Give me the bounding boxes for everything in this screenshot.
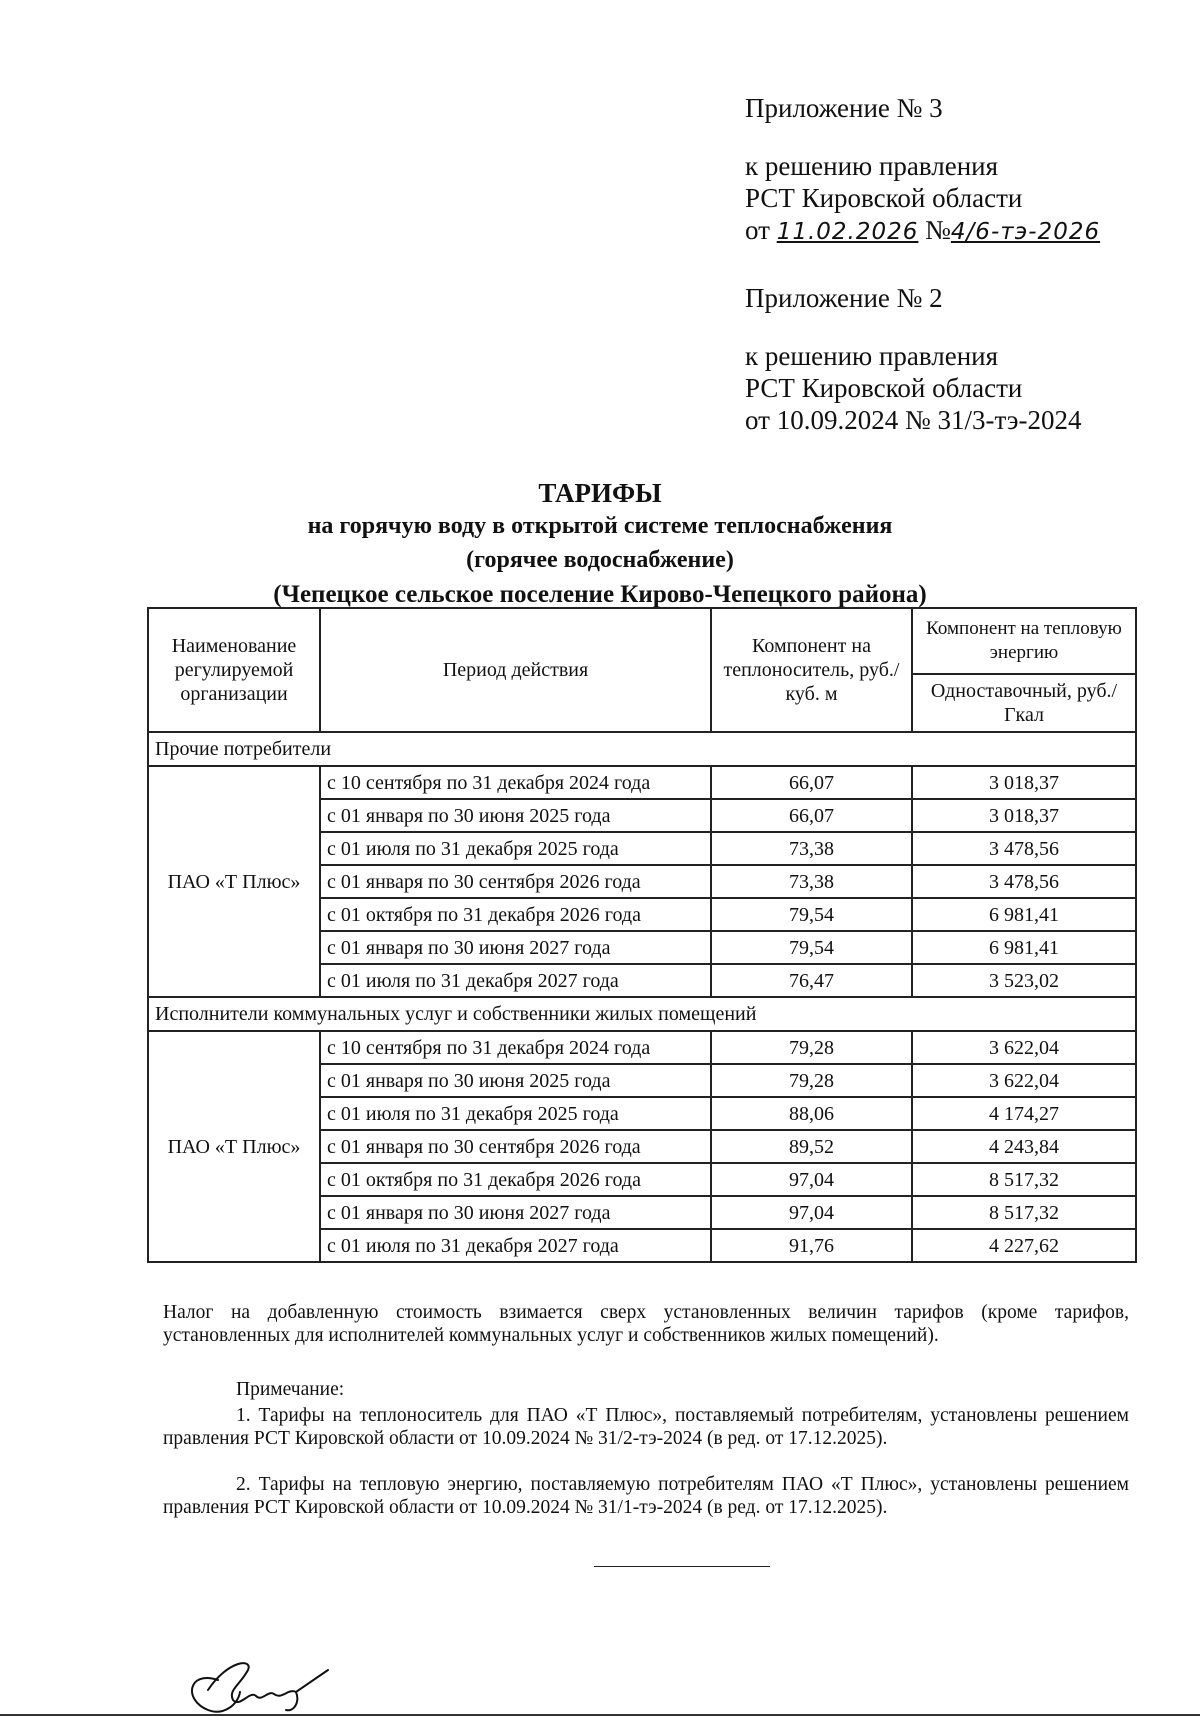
appendix-3-decision-line [745,214,1100,248]
period-cell: с 01 октября по 31 декабря 2026 года [320,1163,711,1196]
appendix-3-title: Приложение № 3 [745,93,943,123]
carrier-cell: 89,52 [711,1130,912,1163]
carrier-cell: 66,07 [711,799,912,832]
signature [178,1630,338,1715]
organization-cell: ПАО «Т Плюс» [148,1031,320,1262]
period-cell: с 01 января по 30 июня 2025 года [320,1064,711,1097]
carrier-cell: 73,38 [711,865,912,898]
carrier-cell: 79,54 [711,898,912,931]
period-cell: с 01 января по 30 июня 2025 года [320,799,711,832]
appendix-3-line1: к решению правления [745,151,999,181]
bottom-border [0,1714,1200,1716]
period-cell: с 10 сентября по 31 декабря 2024 года [320,766,711,799]
document-subtitle-3: (Чепецкое сельское поселение Кирово-Чепецкого района) [273,581,927,608]
header-energy-component: Компонент на тепловую энергию [912,608,1136,674]
section-row [148,732,1136,766]
appendix-3-number: 4/6-тэ-2026 [950,219,1101,245]
tariff-table [147,607,1137,1263]
energy-cell: 4 243,84 [912,1130,1136,1163]
note-1: 1. Тарифы на теплоноситель для ПАО «Т Плюс», поставляемый потребителям, установлены решением правления РСТ Кировской области от 10.09.2024 № 31/2-тэ-2024 (в ред. от 17.12.2025). [163,1405,1129,1449]
table-row [148,1031,1136,1064]
energy-cell: 3 523,02 [912,964,1136,997]
appendix-2-block [745,282,1082,436]
header-organization: Наименование регулируемой организации [148,608,320,732]
separator-line [594,1566,770,1567]
appendix-2-title: Приложение № 2 [745,283,943,313]
energy-cell: 3 018,37 [912,766,1136,799]
organization-cell: ПАО «Т Плюс» [148,766,320,997]
period-cell: с 01 января по 30 июня 2027 года [320,931,711,964]
carrier-cell: 97,04 [711,1163,912,1196]
energy-cell: 4 227,62 [912,1229,1136,1262]
energy-cell: 3 018,37 [912,799,1136,832]
carrier-cell: 76,47 [711,964,912,997]
period-cell: с 10 сентября по 31 декабря 2024 года [320,1031,711,1064]
period-cell: с 01 января по 30 июня 2027 года [320,1196,711,1229]
appendix-3-number-sign: № [925,215,951,245]
carrier-cell: 79,54 [711,931,912,964]
header-carrier-component: Компонент на теплоноситель, руб./куб. м [711,608,912,732]
energy-cell: 8 517,32 [912,1196,1136,1229]
carrier-cell: 79,28 [711,1031,912,1064]
header-energy-single-rate: Одноставочный, руб./Гкал [912,674,1136,732]
energy-cell: 6 981,41 [912,931,1136,964]
appendix-2-line2: РСТ Кировской области [745,373,1023,403]
energy-cell: 3 622,04 [912,1064,1136,1097]
appendix-3-block [745,92,1100,248]
carrier-cell: 73,38 [711,832,912,865]
energy-cell: 3 478,56 [912,865,1136,898]
note-2: 2. Тарифы на тепловую энергию, поставляемую потребителям ПАО «Т Плюс», установлены решением правления РСТ Кировской области от 10.09.2024 № 31/1-тэ-2024 (в ред. от 17.12.2025). [163,1474,1129,1518]
carrier-cell: 66,07 [711,766,912,799]
appendix-2-line1: к решению правления [745,341,999,371]
carrier-cell: 91,76 [711,1229,912,1262]
appendix-2-line3: от 10.09.2024 № 31/3-тэ-2024 [745,405,1082,435]
document-subtitle-2: (горячее водоснабжение) [466,547,734,573]
section-title: Исполнители коммунальных услуг и собственники жилых помещений [148,997,1136,1031]
document-subtitle-1: на горячую воду в открытой системе теплоснабжения [307,513,893,539]
energy-cell: 3 478,56 [912,832,1136,865]
table-row [148,766,1136,799]
carrier-cell: 97,04 [711,1196,912,1229]
energy-cell: 3 622,04 [912,1031,1136,1064]
document-title: ТАРИФЫ [538,478,662,508]
vat-note: Налог на добавленную стоимость взимается сверх установленных величин тарифов (кроме тарифов, установленных для исполнителей коммунальных услуг и собственников жилых помещений). [163,1302,1129,1346]
period-cell: с 01 января по 30 сентября 2026 года [320,1130,711,1163]
energy-cell: 4 174,27 [912,1097,1136,1130]
notes-title: Примечание: [236,1379,345,1400]
appendix-3-from: от [745,215,770,245]
appendix-3-date: 11.02.2026 [776,219,919,245]
period-cell: с 01 октября по 31 декабря 2026 года [320,898,711,931]
energy-cell: 6 981,41 [912,898,1136,931]
section-row [148,997,1136,1031]
period-cell: с 01 июля по 31 декабря 2025 года [320,1097,711,1130]
header-period: Период действия [320,608,711,732]
tariff-table-body [148,732,1136,1262]
period-cell: с 01 июля по 31 декабря 2027 года [320,1229,711,1262]
period-cell: с 01 июля по 31 декабря 2025 года [320,832,711,865]
section-title: Прочие потребители [148,732,1136,766]
appendix-3-line2: РСТ Кировской области [745,183,1023,213]
carrier-cell: 88,06 [711,1097,912,1130]
carrier-cell: 79,28 [711,1064,912,1097]
period-cell: с 01 июля по 31 декабря 2027 года [320,964,711,997]
energy-cell: 8 517,32 [912,1163,1136,1196]
period-cell: с 01 января по 30 сентября 2026 года [320,865,711,898]
